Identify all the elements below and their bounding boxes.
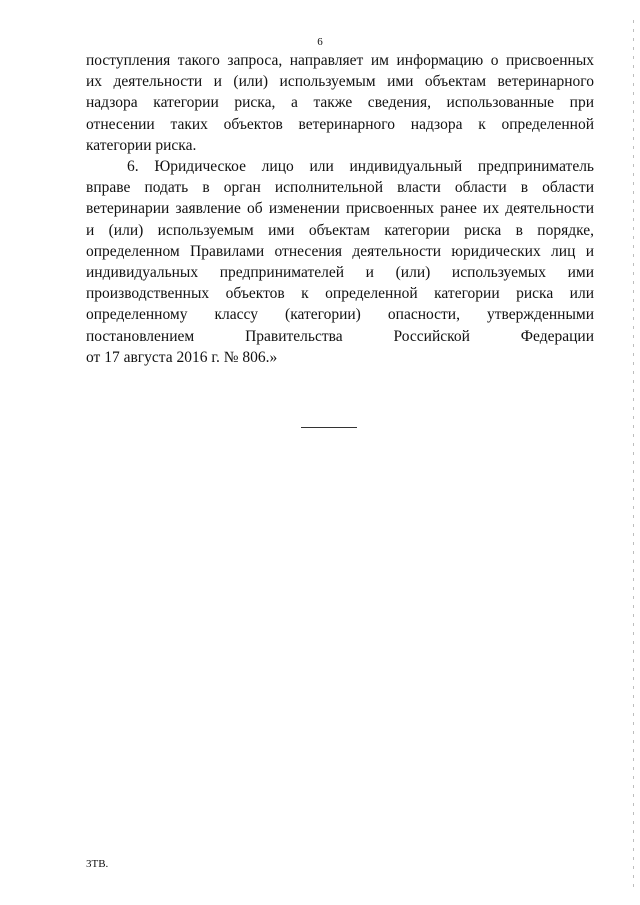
text-line: индивидуальных предпринимателей и (или) используемых ими [86, 264, 594, 282]
text-line: определенном Правилами отнесения деятельности юридических лиц и [86, 242, 594, 260]
text-line: определенному классу (категории) опасности, утвержденными [86, 306, 594, 324]
end-separator-line [301, 427, 357, 428]
text-line: производственных объектов к определенной категории риска или [86, 285, 594, 303]
text-line: их деятельности и (или) используемым ими объектам ветеринарного [86, 73, 594, 91]
footer-code: 3ТВ. [86, 858, 109, 870]
text-line: постановлением Правительства Российской Федерации [86, 327, 594, 345]
text-line: вправе подать в орган исполнительной власти области в области [86, 179, 594, 197]
text-line: ветеринарии заявление об изменении присвоенных ранее их деятельности [86, 200, 594, 218]
page-number: 6 [317, 36, 323, 48]
paragraph-6-first-line: 6. Юридическое лицо или индивидуальный предприниматель [127, 158, 594, 176]
text-line: категории риска. [86, 136, 197, 154]
text-line: отнесении таких объектов ветеринарного надзора к определенной [86, 115, 594, 133]
text-line: надзора категории риска, а также сведения, использованные при [86, 94, 594, 112]
text-line: и (или) используемым ими объектам категории риска в порядке, [86, 221, 594, 239]
text-line: поступления такого запроса, направляет им информацию о присвоенных [86, 52, 594, 69]
scan-edge-mark [633, 20, 634, 890]
text-line: от 17 августа 2016 г. № 806.» [86, 348, 278, 366]
document-body-text [86, 50, 594, 368]
